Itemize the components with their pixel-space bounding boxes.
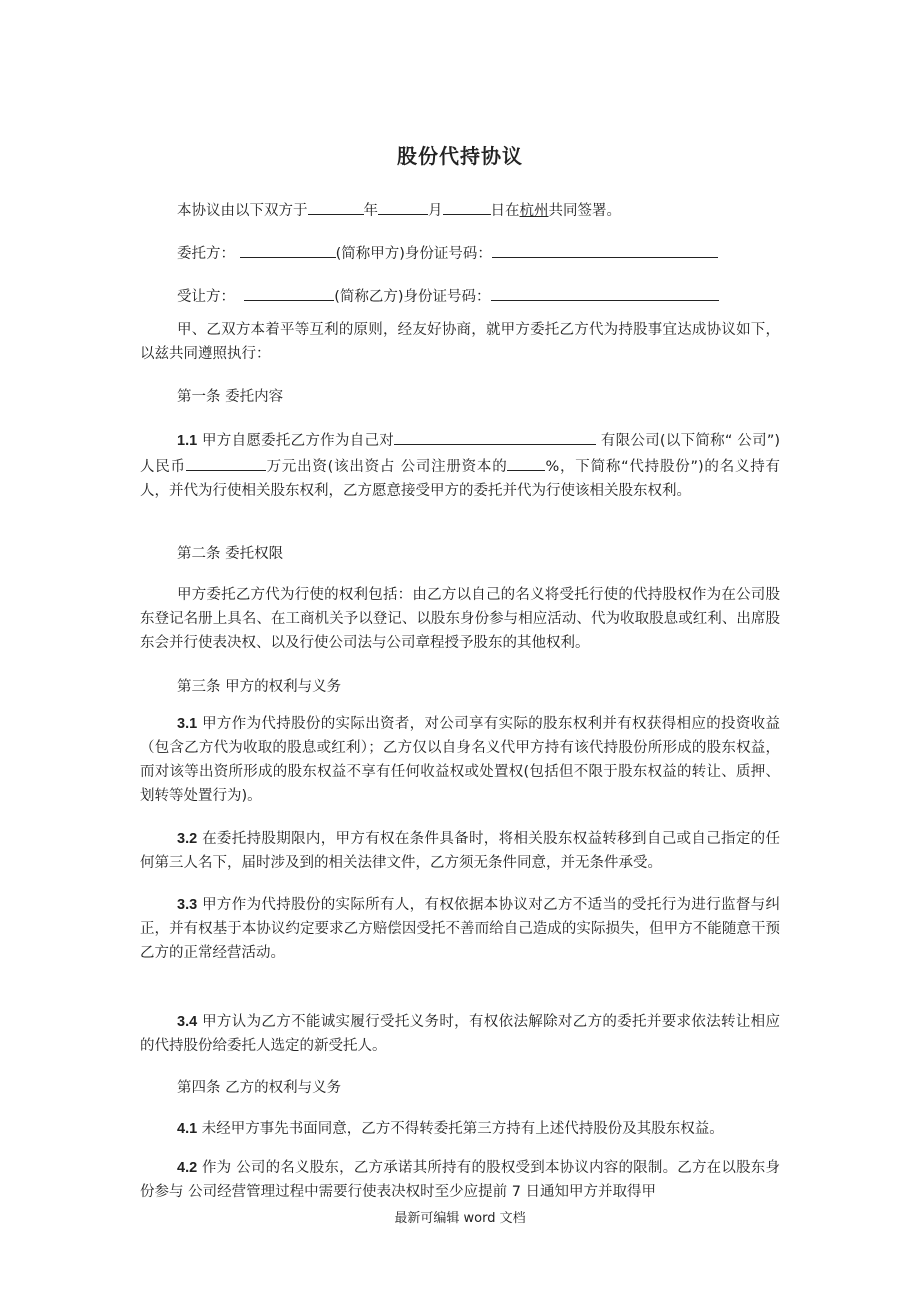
company-name-blank [394,427,596,445]
party-a-short: (简称甲方)身份证号码： [335,246,492,262]
party-b-line [140,283,780,309]
party-a-id-blank [492,240,718,258]
year-label: 年 [363,203,378,219]
clause-text: 甲方自愿委托乙方作为自己对 [197,433,394,449]
clause-3-2 [140,827,780,875]
share-percent-blank [507,453,545,471]
article-2-body [140,583,780,655]
clause-number: 3.2 [177,831,198,847]
day-label: 日在 [490,203,520,219]
month-blank [378,197,428,215]
clause-number: 3.3 [177,897,198,913]
article-heading: 第三条 甲方的权利与义务 [177,679,342,695]
intro-text: 本协议由以下双方于 [177,203,308,219]
clause-text: 作为 公司的名义股东，乙方承诺其所持有的股权受到本协议内容的限制。乙方在以股东身份参与 公司经营管理过程中需要行使表决权时至少应提前 7 日通知甲方并取得甲 [140,1160,780,1200]
clause-text: 有限公司(以下简称“ 公司”)人民币 [140,433,781,475]
month-label: 月 [428,203,443,219]
day-blank [443,197,491,215]
intro-end: 共同签署。 [548,203,621,219]
clause-text: 未经甲方事先书面同意，乙方不得转委托第三方持有上述代持股份及其股东权益。 [197,1121,724,1137]
party-a-label: 委托方： [177,246,235,262]
clause-number: 3.1 [177,716,198,732]
clause-text: 甲方认为乙方不能诚实履行受托义务时，有权依法解除对乙方的委托并要求依法转让相应的代持股份给委托人选定的新受托人。 [140,1014,780,1054]
article-1-heading [140,385,780,409]
clause-3-3 [140,893,780,965]
intro-line [140,197,780,223]
city-name: 杭州 [519,203,549,219]
party-b-id-blank [491,283,719,301]
clause-3-4 [140,1010,780,1058]
clause-text: 在委托持股期限内，甲方有权在条件具备时，将相关股东权益转移到自己或自己指定的任何第三人名下，届时涉及到的相关法律文件，乙方须无条件同意，并无条件承受。 [140,831,780,871]
clause-3-1 [140,712,780,808]
page-footer: 最新可编辑 word 文档 [394,1211,526,1226]
clause-number: 3.4 [177,1014,198,1030]
document-title: 股份代持协议 [397,144,523,168]
clause-text: 甲方作为代持股份的实际出资者，对公司享有实际的股东权利并有权获得相应的投资收益（包含乙方代为收取的股息或红利）；乙方仅以自身名义代甲方持有该代持股份所形成的股东权益，而对该等出资所形成的股东权益不享有任何收益权或处置权(包括但不限于股东权益的转让、质押、划转等处置行为)。 [140,716,780,804]
clause-text: %，下简称“代持股份”)的名义持有人，并代为行使相关股东权利，乙方愿意接受甲方的委托并代为行使该相关股东权利。 [140,459,781,499]
clause-number: 4.1 [177,1121,198,1137]
article-heading: 第一条 委托内容 [177,389,284,405]
clause-text: 甲方作为代持股份的实际所有人，有权依据本协议对乙方不适当的受托行为进行监督与纠正，并有权基于本协议约定要求乙方赔偿因受托不善而给自己造成的实际损失，但甲方不能随意干预乙方的正常经营活动。 [140,897,780,961]
preamble [140,318,780,366]
article-heading: 第二条 委托权限 [177,546,284,562]
clause-number: 1.1 [177,433,198,449]
article-3-heading [140,675,780,699]
clause-1-1 [140,427,780,503]
party-b-short: (简称乙方)身份证号码： [334,289,491,305]
capital-amount-blank [186,453,266,471]
clause-number: 4.2 [177,1160,198,1176]
article-heading: 第四条 乙方的权利与义务 [177,1080,342,1096]
article-body: 甲方委托乙方代为行使的权利包括：由乙方以自己的名义将受托行使的代持股权作为在公司股东登记名册上具名、在工商机关予以登记、以股东身份参与相应活动、代为收取股息或红利、出席股东会并行使表决权、以及行使公司法与公司章程授予股东的其他权利。 [140,587,780,651]
party-b-name-blank [244,283,334,301]
article-4-heading [140,1076,780,1100]
year-blank [308,197,364,215]
party-b-label: 受让方： [177,289,235,305]
party-a-name-blank [240,240,336,258]
preamble-text: 甲、乙双方本着平等互利的原则，经友好协商，就甲方委托乙方代为持股事宜达成协议如下，以兹共同遵照执行： [140,322,780,362]
clause-text: 万元出资(该出资占 公司注册资本的 [265,459,508,475]
clause-4-2 [140,1156,780,1204]
clause-4-1 [140,1117,780,1141]
article-2-heading [140,542,780,566]
party-a-line [140,240,780,266]
